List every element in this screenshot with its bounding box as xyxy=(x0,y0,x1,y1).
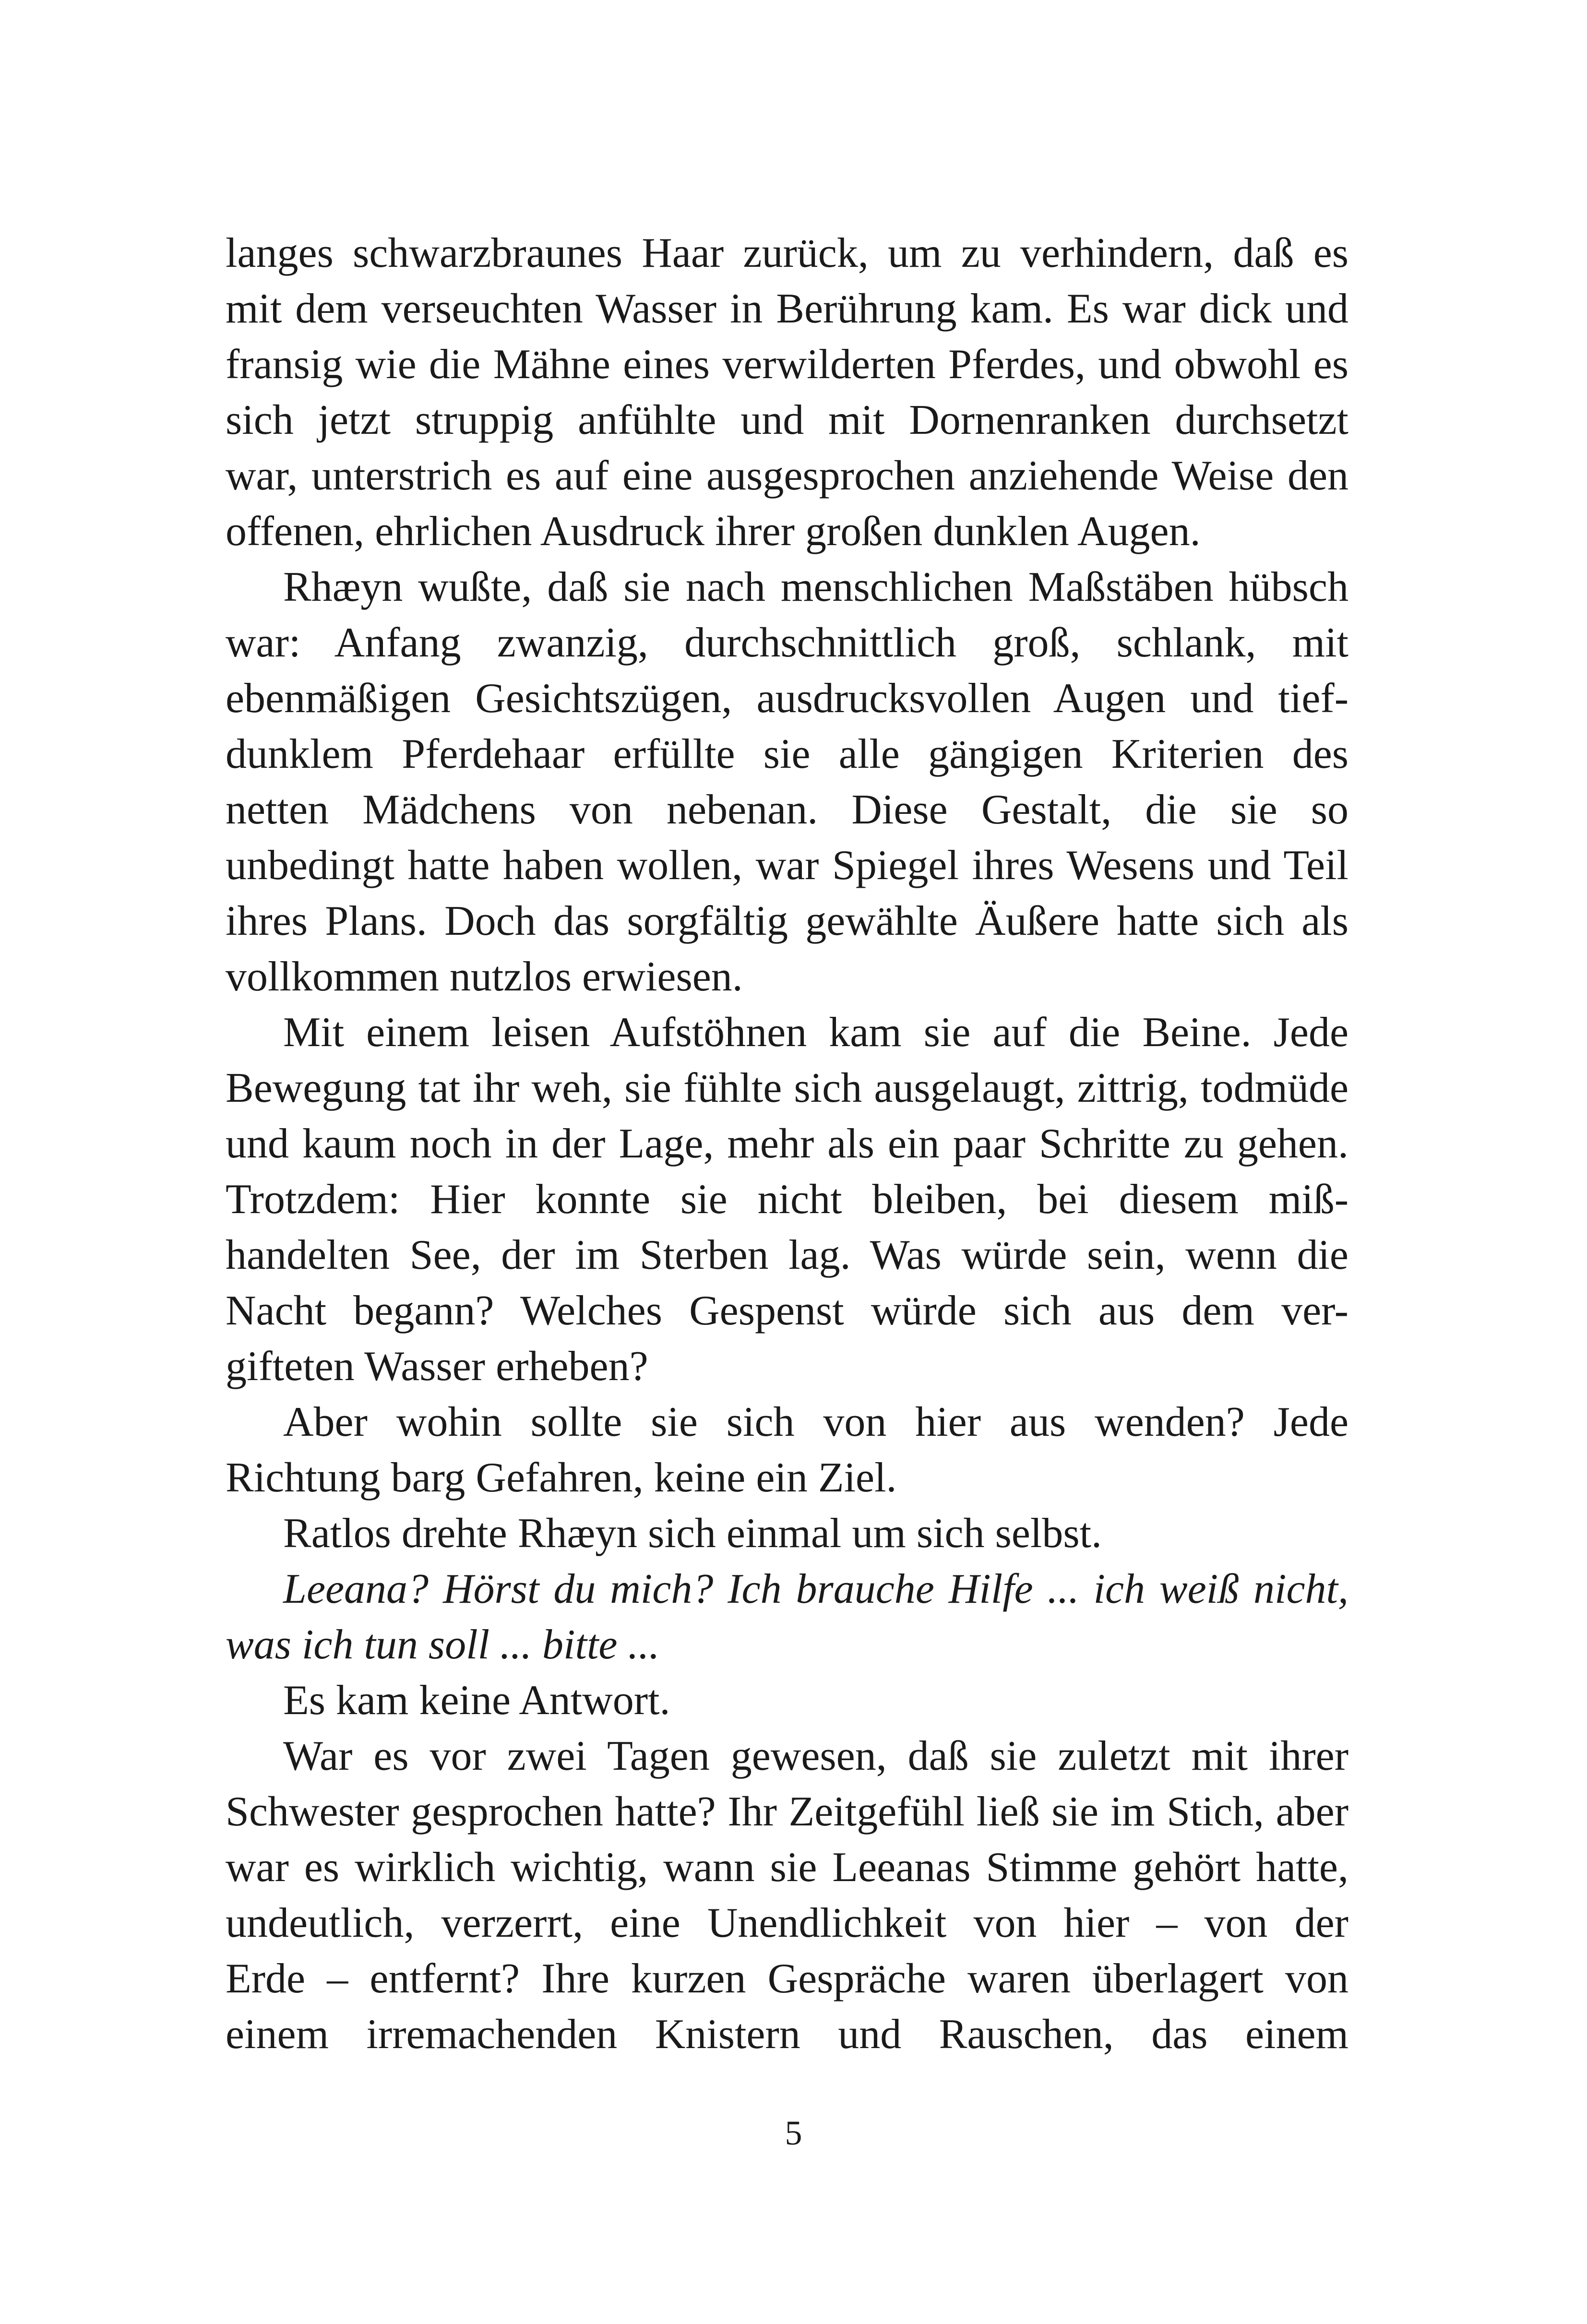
text-line: dunklem Pferdehaar erfüllte sie alle gängigen Kriterien des xyxy=(226,731,1348,777)
text-line: langes schwarzbraunes Haar zurück, um zu verhindern, daß es xyxy=(226,230,1348,276)
text-line: einem irremachenden Knistern und Rauschen, das einem xyxy=(226,2011,1348,2058)
text-line: was ich tun soll ... bitte ... xyxy=(226,1621,660,1668)
text-line: Mit einem leisen Aufstöhnen kam sie auf die Beine. Jede xyxy=(283,1009,1348,1056)
text-line: Rhæyn wußte, daß sie nach menschlichen Maßstäben hübsch xyxy=(283,564,1348,610)
text-line: sich jetzt struppig anfühlte und mit Dornenranken durchsetzt xyxy=(226,397,1348,443)
text-line: offenen, ehrlichen Ausdruck ihrer großen dunklen Augen. xyxy=(226,508,1201,555)
text-line: ihres Plans. Doch das sorgfältig gewählte Äußere hatte sich als xyxy=(226,898,1348,944)
text-line: Leeana? Hörst du mich? Ich brauche Hilfe ... ich weiß nicht, xyxy=(283,1566,1348,1612)
text-line: War es vor zwei Tagen gewesen, daß sie zuletzt mit ihrer xyxy=(283,1733,1348,1779)
text-line: mit dem verseuchten Wasser in Berührung kam. Es war dick und xyxy=(226,286,1348,332)
text-line: fransig wie die Mähne eines verwilderten Pferdes, und obwohl es xyxy=(226,341,1348,388)
text-line: war, unterstrich es auf eine ausgesprochen anziehende Weise den xyxy=(226,453,1348,499)
page-number: 5 xyxy=(785,2114,802,2152)
text-line: netten Mädchens von nebenan. Diese Gestalt, die sie so xyxy=(226,787,1348,833)
text-line: Erde – entfernt? Ihre kurzen Gespräche waren überlagert von xyxy=(226,1955,1348,2002)
text-line: gifteten Wasser erheben? xyxy=(226,1343,648,1390)
text-line: unbedingt hatte haben wollen, war Spiegel ihres Wesens und Teil xyxy=(226,842,1348,889)
text-line: Schwester gesprochen hatte? Ihr Zeitgefühl ließ sie im Stich, aber xyxy=(226,1788,1348,1835)
text-line: undeutlich, verzerrt, eine Unendlichkeit von hier – von der xyxy=(226,1900,1348,1946)
text-line: war: Anfang zwanzig, durchschnittlich groß, schlank, mit xyxy=(226,620,1348,666)
body-text xyxy=(226,226,1348,2062)
text-line: Bewegung tat ihr weh, sie fühlte sich ausgelaugt, zittrig, todmüde xyxy=(226,1065,1348,1111)
text-line: handelten See, der im Sterben lag. Was würde sein, wenn die xyxy=(226,1232,1348,1278)
text-line: Nacht begann? Welches Gespenst würde sich aus dem ver- xyxy=(226,1287,1348,1334)
text-line: vollkommen nutzlos erwiesen. xyxy=(226,953,743,1000)
text-line: Aber wohin sollte sie sich von hier aus wenden? Jede xyxy=(283,1399,1348,1445)
text-line: Ratlos drehte Rhæyn sich einmal um sich selbst. xyxy=(283,1510,1102,1557)
text-line: und kaum noch in der Lage, mehr als ein paar Schritte zu gehen. xyxy=(226,1120,1348,1167)
text-line: ebenmäßigen Gesichtszügen, ausdrucksvollen Augen und tief- xyxy=(226,675,1348,722)
text-line: Trotzdem: Hier konnte sie nicht bleiben, bei diesem miß- xyxy=(226,1176,1348,1223)
text-line: war es wirklich wichtig, wann sie Leeanas Stimme gehört hatte, xyxy=(226,1844,1348,1891)
text-line: Richtung barg Gefahren, keine ein Ziel. xyxy=(226,1454,897,1501)
text-line: Es kam keine Antwort. xyxy=(283,1677,670,1724)
